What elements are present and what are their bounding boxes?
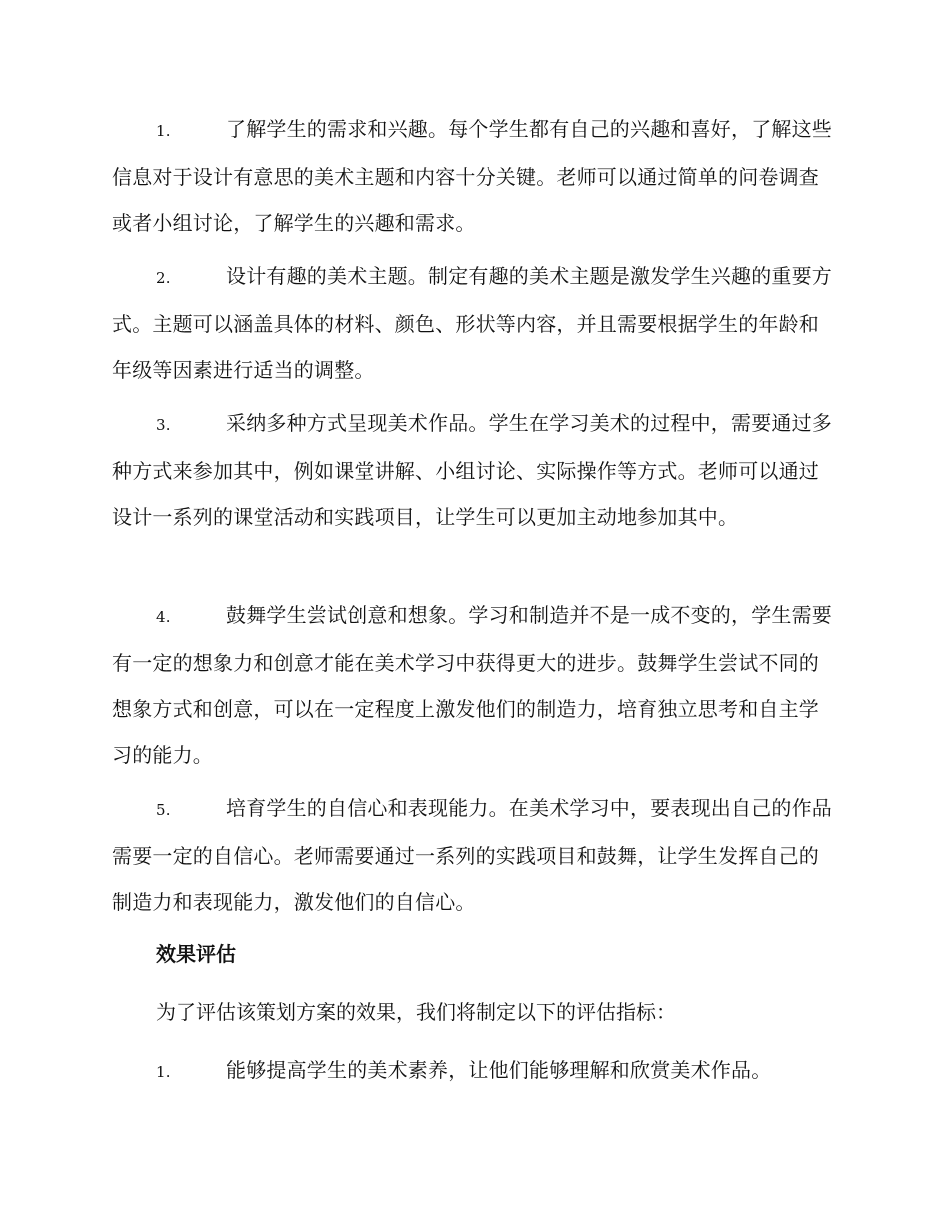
list-item-text: 培育学生的自信心和表现能力。在美术学习中，要表现出自己的作品需要一定的自信心。老师需要通过一系列的实践项目和鼓舞，让学生发挥自己的制造力和表现能力，激发他们的自信心。 <box>112 796 832 914</box>
list-item-4 <box>112 592 834 778</box>
list-item-text: 能够提高学生的美术素养，让他们能够理解和欣赏美术作品。 <box>226 1058 772 1082</box>
list-number: 4. <box>156 608 171 626</box>
intro-paragraph: 为了评估该策划方案的效果，我们将制定以下的评估指标： <box>156 1000 676 1024</box>
list-item-text: 鼓舞学生尝试创意和想象。学习和制造并不是一成不变的，学生需要有一定的想象力和创意才能在美术学习中获得更大的进步。鼓舞学生尝试不同的想象方式和创意，可以在一定程度上激发他们的制造力，培育独立思考和自主学习的能力。 <box>112 603 832 767</box>
list-item-2 <box>112 253 834 393</box>
list-number: 3. <box>156 416 171 434</box>
list-number: 2. <box>156 269 171 287</box>
list-item-text: 设计有趣的美术主题。制定有趣的美术主题是激发学生兴趣的重要方式。主题可以涵盖具体的材料、颜色、形状等内容，并且需要根据学生的年龄和年级等因素进行适当的调整。 <box>112 264 832 382</box>
list-number: 5. <box>156 801 171 819</box>
list-item-1 <box>112 106 834 246</box>
list-item-3 <box>112 400 834 540</box>
list-number: 1. <box>156 1063 171 1081</box>
list-item-text: 了解学生的需求和兴趣。每个学生都有自己的兴趣和喜好，了解这些信息对于设计有意思的美术主题和内容十分关键。老师可以通过简单的问卷调查或者小组讨论，了解学生的兴趣和需求。 <box>112 117 832 235</box>
eval-item-1 <box>112 1047 834 1095</box>
list-number: 1. <box>156 122 171 140</box>
list-item-text: 采纳多种方式呈现美术作品。学生在学习美术的过程中，需要通过多种方式来参加其中，例如课堂讲解、小组讨论、实际操作等方式。老师可以通过设计一系列的课堂活动和实践项目，让学生可以更加主动地参加其中。 <box>112 411 832 529</box>
section-heading: 效果评估 <box>156 942 236 966</box>
list-item-5 <box>112 785 834 925</box>
